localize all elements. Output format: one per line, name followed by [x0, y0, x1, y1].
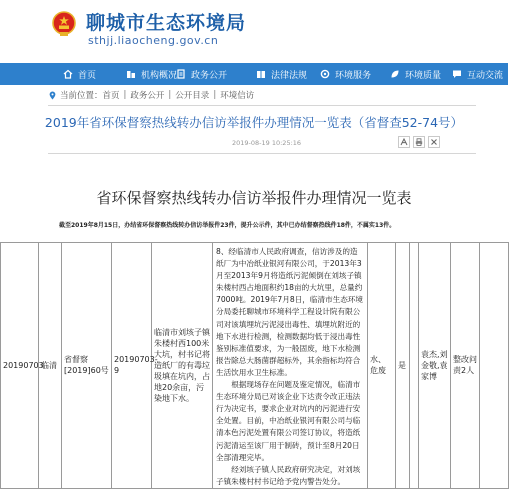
breadcrumb-env-petition[interactable]: 环境信访	[220, 91, 255, 101]
print-icon	[415, 138, 423, 146]
article-tools	[398, 136, 440, 148]
site-header	[0, 0, 508, 62]
nav-label: 环境服务	[335, 70, 372, 81]
document-icon	[176, 69, 186, 79]
close-button[interactable]	[428, 136, 440, 148]
close-icon	[430, 138, 438, 146]
findings-paragraph: 经刘垓子镇人民政府研究决定，对刘垓子镇朱楼村村书记给予党内警告处分。	[216, 464, 361, 486]
nav-label: 环境质量	[405, 70, 442, 81]
divider	[48, 105, 476, 106]
findings-paragraph: 8、经临清市人民政府调查，信访涉及的造纸厂为中冶纸业银河有限公司，于2013年3月至2013年9月将造纸污泥倾倒在刘垓子镇朱楼村西占地面积约18亩的大坑里，总量约7000吨。2019年7月8日，临清市生态环境分局委托聊城市环境科学工程设计院有限公司对该填埋坑污泥浸出毒性、填埋坑附近的地下水进行检测，检测数据均低于浸出毒性鉴别标准值要求，为一般固废，地下水检测报告除总大肠菌群超标外，其余指标均符合生活饮用水卫生标准。	[216, 247, 364, 377]
main-nav	[0, 63, 508, 85]
service-icon	[320, 69, 330, 79]
nav-item-env-service[interactable]	[320, 63, 371, 85]
home-icon	[63, 69, 73, 79]
petition-table	[0, 242, 509, 489]
nav-label: 机构概况	[141, 70, 178, 81]
site-url: sthjj.liaocheng.gov.cn	[88, 34, 219, 47]
table-row	[1, 243, 509, 489]
cell-responsible: 袁杰,刘金敬,袁家博	[419, 243, 451, 489]
nav-item-home[interactable]	[63, 63, 96, 85]
national-emblem-icon	[52, 11, 76, 37]
nav-label: 政务公开	[191, 70, 228, 81]
nav-label: 首页	[78, 70, 97, 81]
font-size-button[interactable]	[398, 136, 410, 148]
nav-item-env-quality[interactable]	[390, 63, 441, 85]
cell-verified: 是	[396, 243, 410, 489]
cell-date: 20190703	[1, 243, 39, 489]
cell-empty	[480, 243, 509, 489]
book-icon	[256, 69, 266, 79]
org-icon	[126, 69, 136, 79]
cell-rectification: 整改问责2人	[451, 243, 480, 489]
cell-region: 临清	[39, 243, 62, 489]
leaf-icon	[390, 69, 400, 79]
cell-complaint: 临清市刘垓子镇朱楼村西100米大坑，村书记将造纸厂的有毒垃圾填在坑内，占地20余亩，污染地下水。	[152, 243, 213, 489]
chat-icon	[452, 69, 462, 79]
location-pin-icon	[48, 91, 57, 100]
article-title: 2019年省环保督察热线转办信访举报件办理情况一览表（省督查52-74号）	[44, 115, 464, 130]
breadcrumb-separator: |	[123, 90, 127, 100]
font-icon	[400, 138, 408, 146]
nav-label: 法律法规	[271, 70, 308, 81]
breadcrumb-separator: |	[213, 90, 217, 100]
breadcrumb-catalog[interactable]: 公开目录	[175, 91, 210, 101]
cell-case-no: 省督察[2019]60号	[62, 243, 112, 489]
cell-receipt-no: 20190703-9	[112, 243, 152, 489]
document-title: 省环保督察热线转办信访举报件办理情况一览表	[96, 189, 412, 207]
breadcrumb-separator: |	[168, 90, 172, 100]
nav-item-interaction[interactable]	[452, 63, 503, 85]
site-title[interactable]: 聊城市生态环境局	[86, 12, 247, 34]
document-note: 截至2019年8月15日，办结省环保督察热线转办信访举报件23件，提升公示件，其中已办结督察热线件18件，不属实13件。	[59, 222, 396, 229]
nav-item-laws[interactable]	[256, 63, 307, 85]
nav-label: 互动交流	[467, 70, 504, 81]
nav-item-gov-affairs[interactable]	[176, 63, 227, 85]
print-button[interactable]	[413, 136, 425, 148]
breadcrumb-prefix: 当前位置：	[60, 91, 103, 101]
cell-findings	[213, 243, 368, 489]
divider	[48, 153, 476, 154]
cell-type: 水、危废	[368, 243, 396, 489]
breadcrumb-gov-affairs[interactable]: 政务公开	[130, 91, 165, 101]
publish-time: 2019-08-19 10:25:16	[232, 139, 302, 147]
breadcrumb-home[interactable]: 首页	[102, 91, 120, 101]
nav-item-org[interactable]	[126, 63, 177, 85]
breadcrumb	[48, 88, 254, 102]
findings-paragraph: 根据现场存在问题及鉴定情况，临清市生态环境分局已对该企业下达责令改正违法行为决定书，要求企业对坑内的污泥进行安全处置。目前，中冶纸业银河有限公司与临清本色污泥处置有限公司签订协议，将造纸污泥清运至该厂用于制砖，预计至8月20日全部清理完毕。	[216, 380, 361, 462]
cell-empty	[410, 243, 419, 489]
